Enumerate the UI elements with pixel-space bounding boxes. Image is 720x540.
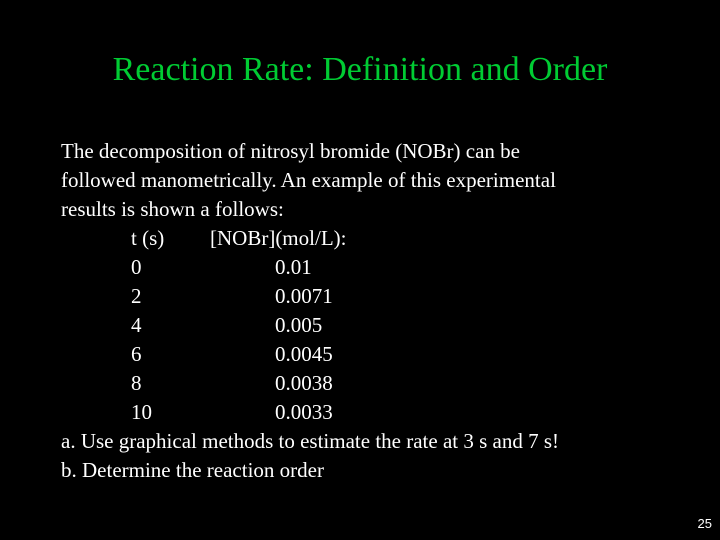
data-table	[61, 224, 701, 427]
table-header-time: t (s)	[131, 226, 165, 250]
table-cell-concentration: 0.0045	[275, 342, 333, 366]
page-number: 25	[697, 516, 712, 531]
slide-title: Reaction Rate: Definition and Order	[112, 51, 608, 88]
intro-line: results is shown a follows:	[61, 197, 284, 221]
question-line: b. Determine the reaction order	[61, 458, 324, 482]
table-cell-concentration: 0.01	[275, 255, 312, 279]
table-cell-time: 10	[131, 400, 152, 424]
table-cell-concentration: 0.0038	[275, 371, 333, 395]
table-cell-time: 4	[131, 313, 142, 337]
table-cell-time: 0	[131, 255, 142, 279]
table-cell-time: 6	[131, 342, 142, 366]
intro-line: followed manometrically. An example of this experimental	[61, 168, 556, 192]
table-header-concentration: [NOBr](mol/L):	[210, 226, 347, 250]
question-line: a. Use graphical methods to estimate the rate at 3 s and 7 s!	[61, 429, 560, 453]
table-cell-time: 2	[131, 284, 142, 308]
table-cell-concentration: 0.0033	[275, 400, 333, 424]
slide-body	[61, 137, 701, 485]
intro-line: The decomposition of nitrosyl bromide (NOBr) can be	[61, 139, 520, 163]
table-cell-time: 8	[131, 371, 142, 395]
table-cell-concentration: 0.005	[275, 313, 323, 337]
table-cell-concentration: 0.0071	[275, 284, 333, 308]
